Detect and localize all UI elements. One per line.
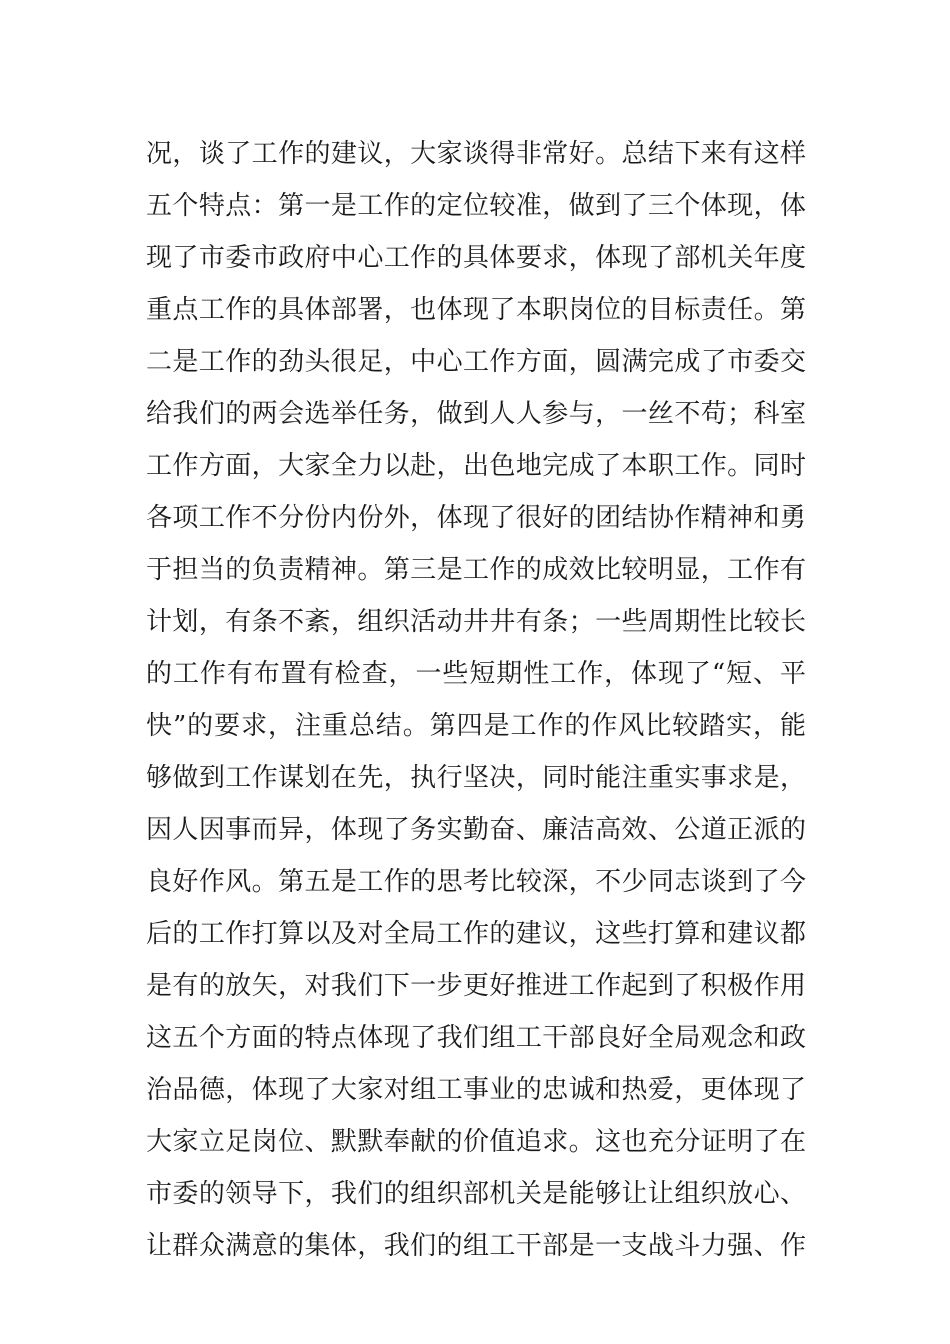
text-line: 现了市委市政府中心工作的具体要求，体现了部机关年度 xyxy=(146,243,806,273)
text-line: 工作方面，大家全力以赴，出色地完成了本职工作。同时 xyxy=(146,451,806,481)
text-line: 良好作风。第五是工作的思考比较深，不少同志谈到了今 xyxy=(146,867,806,897)
text-line: 于担当的负责精神。第三是工作的成效比较明显，工作有 xyxy=(146,555,806,585)
text-line: 因人因事而异，体现了务实勤奋、廉洁高效、公道正派的 xyxy=(146,815,806,845)
text-line: 况，谈了工作的建议，大家谈得非常好。总结下来有这样 xyxy=(146,139,806,169)
text-line: 后的工作打算以及对全局工作的建议，这些打算和建议都 xyxy=(146,919,806,949)
text-line: 重点工作的具体部署，也体现了本职岗位的目标责任。第 xyxy=(146,295,806,325)
text-line: 够做到工作谋划在先，执行坚决，同时能注重实事求是， xyxy=(146,763,806,793)
text-line: 快”的要求，注重总结。第四是工作的作风比较踏实，能 xyxy=(146,711,806,741)
text-line: 大家立足岗位、默默奉献的价值追求。这也充分证明了在 xyxy=(146,1127,806,1157)
body-paragraph xyxy=(146,128,806,1272)
text-line: 的工作有布置有检查，一些短期性工作，体现了“短、平 xyxy=(146,659,806,689)
text-line: 二是工作的劲头很足，中心工作方面，圆满完成了市委交 xyxy=(146,347,806,377)
text-line: 让群众满意的集体，我们的组工干部是一支战斗力强、作 xyxy=(146,1231,806,1261)
text-line: 给我们的两会选举任务，做到人人参与，一丝不苟；科室 xyxy=(146,399,806,429)
text-line: 市委的领导下，我们的组织部机关是能够让让组织放心、 xyxy=(146,1179,806,1209)
text-line: 这五个方面的特点体现了我们组工干部良好全局观念和政 xyxy=(146,1023,806,1053)
text-line: 各项工作不分份内份外，体现了很好的团结协作精神和勇 xyxy=(146,503,806,533)
text-line: 是有的放矢，对我们下一步更好推进工作起到了积极作用 xyxy=(146,971,806,1001)
text-line: 计划，有条不紊，组织活动井井有条；一些周期性比较长 xyxy=(146,607,806,637)
text-line: 治品德，体现了大家对组工事业的忠诚和热爱，更体现了 xyxy=(146,1075,806,1105)
text-line: 五个特点：第一是工作的定位较准，做到了三个体现，体 xyxy=(146,191,806,221)
